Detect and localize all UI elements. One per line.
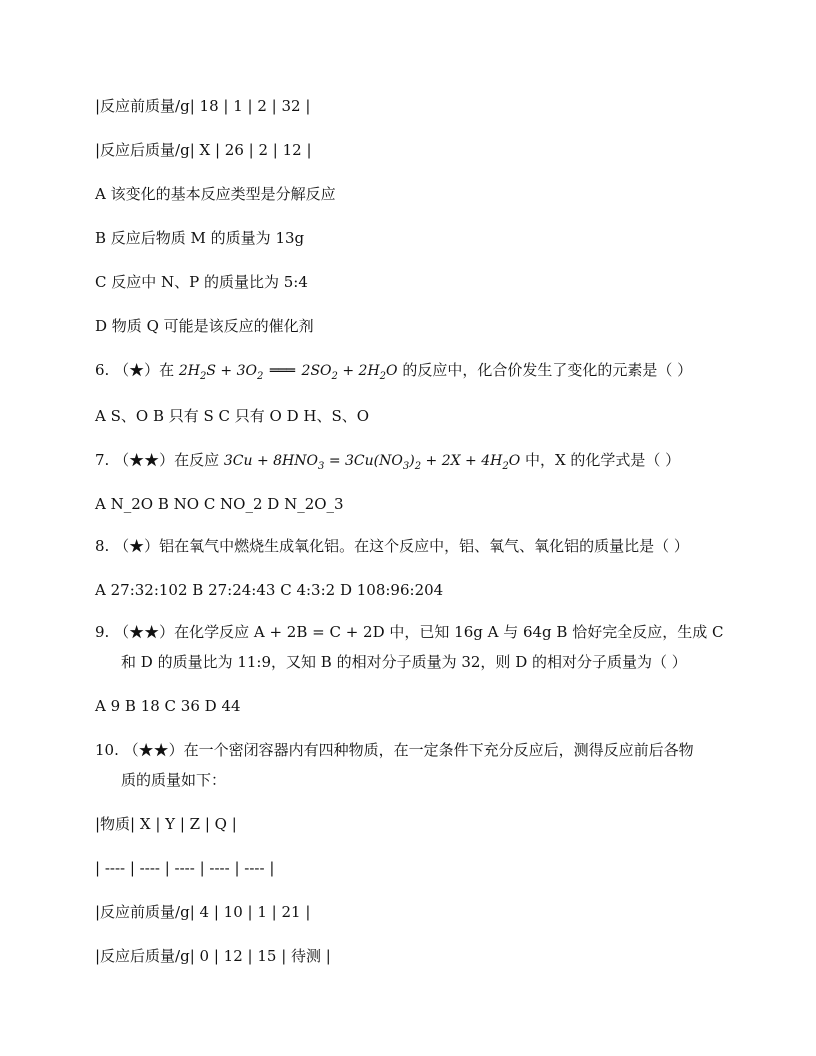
equation-7: $3Cu + 8HNO_3 = 3Cu(NO_3)_2 + 2X + 4H_2O$ — [223, 453, 521, 472]
question-9-line-1: 9. （★★）在化学反应 A + 2B = C + 2D 中，已知 16g A 与 64g B 恰好完全反应，生成 C — [95, 623, 724, 641]
question-10-line-1: 10. （★★）在一个密闭容器内有四种物质，在一定条件下充分反应后，测得反应前后各物 — [95, 741, 694, 759]
question-6-prefix: 6. （★）在 — [95, 361, 175, 379]
question-7 — [95, 450, 680, 477]
question-9-line-2: 和 D 的质量比为 11:9，又知 B 的相对分子质量为 32，则 D 的相对分子质量为（ ） — [121, 653, 687, 671]
table2-row-after: |反应后质量/g| 0 | 12 | 15 | 待测 | — [95, 947, 331, 965]
question-8-options: A 27:32:102 B 27:24:43 C 4:3:2 D 108:96:204 — [95, 581, 444, 599]
option-c: C 反应中 N、P 的质量比为 5:4 — [95, 273, 308, 291]
equation-6: $2H_2S + 3O_2$ ═══ $2SO_2 + 2H_2O$ — [178, 363, 398, 382]
question-7-prefix: 7. （★★）在反应 — [95, 451, 220, 469]
option-a: A 该变化的基本反应类型是分解反应 — [95, 185, 336, 203]
question-10-line-2: 质的质量如下： — [121, 771, 227, 789]
option-b: B 反应后物质 M 的质量为 13g — [95, 229, 305, 247]
question-7-suffix: 中，X 的化学式是（ ） — [524, 451, 681, 469]
question-7-options: A N_2O B NO C NO_2 D N_2O_3 — [95, 495, 344, 513]
question-6-suffix: 的反应中，化合价发生了变化的元素是（ ） — [402, 361, 693, 379]
question-6 — [95, 360, 692, 387]
option-d: D 物质 Q 可能是该反应的催化剂 — [95, 317, 314, 335]
question-6-options: A S、O B 只有 S C 只有 O D H、S、O — [95, 407, 370, 425]
table2-header: |物质| X | Y | Z | Q | — [95, 815, 237, 833]
table2-separator: | ---- | ---- | ---- | ---- | ---- | — [95, 859, 275, 877]
table2-row-before: |反应前质量/g| 4 | 10 | 1 | 21 | — [95, 903, 311, 921]
question-9-options: A 9 B 18 C 36 D 44 — [95, 697, 241, 715]
table1-row-before: |反应前质量/g| 18 | 1 | 2 | 32 | — [95, 97, 311, 115]
table1-row-after: |反应后质量/g| X | 26 | 2 | 12 | — [95, 141, 312, 159]
question-8: 8. （★）铝在氧气中燃烧生成氧化铝。在这个反应中，铝、氧气、氧化铝的质量比是（ ） — [95, 537, 689, 555]
